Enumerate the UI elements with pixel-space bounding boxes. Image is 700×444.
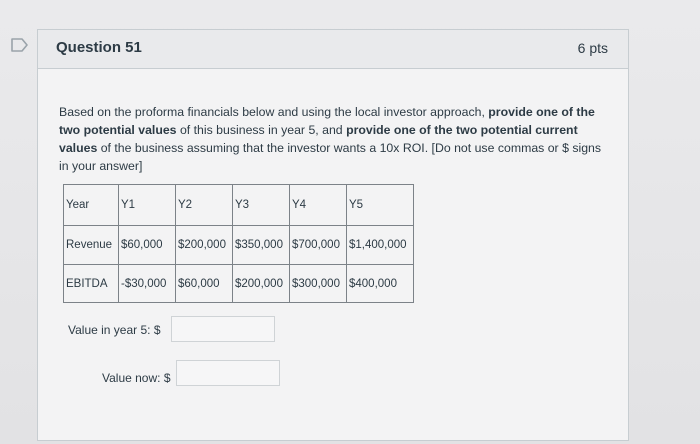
question-text-bold2: provide one of the two potential current values (59, 123, 578, 155)
question-text-part2: of this business in year 5, and (176, 123, 347, 137)
table-cell: Y1 (119, 185, 176, 226)
question-title: Question 51 (56, 39, 142, 56)
question-card (37, 29, 629, 441)
table-cell: $200,000 (176, 226, 233, 265)
question-text-part1: Based on the proforma financials below and using the local investor approach, (59, 105, 489, 119)
table-cell: Y5 (347, 185, 414, 226)
table-cell: Y4 (290, 185, 347, 226)
table-cell: $300,000 (290, 265, 347, 303)
question-header (38, 30, 628, 69)
question-text (59, 103, 609, 175)
current-value-label: Value now: $ (102, 371, 171, 385)
table-cell: $60,000 (119, 226, 176, 265)
table-cell: $1,400,000 (347, 226, 414, 265)
table-header-row (64, 185, 414, 226)
question-text-part3: of the business assuming that the investor wants a 10x ROI. [Do not use commas or $ signs in your answer] (59, 141, 602, 173)
table-row-revenue (64, 226, 414, 265)
question-points: 6 pts (577, 40, 608, 56)
table-cell: -$30,000 (119, 265, 176, 303)
financials-table (63, 184, 414, 303)
table-cell: Y3 (233, 185, 290, 226)
table-cell: $700,000 (290, 226, 347, 265)
table-cell: $400,000 (347, 265, 414, 303)
table-cell: $200,000 (233, 265, 290, 303)
table-cell: $60,000 (176, 265, 233, 303)
table-cell: Y2 (176, 185, 233, 226)
flag-icon[interactable] (10, 37, 30, 53)
table-cell: EBITDA (64, 265, 119, 303)
year5-value-label: Value in year 5: $ (68, 323, 161, 337)
question-text-bold1: provide one of the two potential values (59, 105, 595, 137)
table-cell: Year (64, 185, 119, 226)
table-cell: $350,000 (233, 226, 290, 265)
year5-value-input[interactable] (171, 316, 275, 342)
current-value-input[interactable] (176, 360, 280, 386)
table-cell: Revenue (64, 226, 119, 265)
table-row-ebitda (64, 265, 414, 303)
